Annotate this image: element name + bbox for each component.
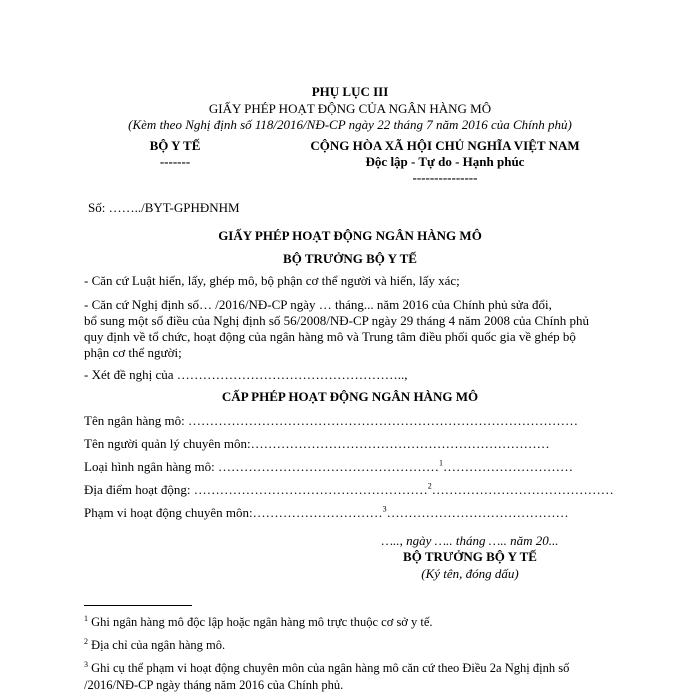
field-scope — [84, 505, 569, 521]
footnote-2 — [84, 638, 225, 653]
footnote-ref: 3 — [382, 504, 387, 514]
footnote-text: Ghi cụ thể phạm vi hoạt động chuyên môn của ngân hàng mô căn cứ theo Điều 2a Nghị định số — [88, 661, 570, 675]
footnote-divider — [84, 605, 192, 606]
legal-basis-line: quy định về tổ chức, hoạt động của ngân hàng mô và Trung tâm điều phối quốc gia về ghép bộ — [84, 329, 576, 344]
footnote-1 — [84, 615, 433, 630]
footnote-number: 3 — [84, 659, 88, 669]
footnote-number: 2 — [84, 636, 88, 646]
agency-underline: ------- — [159, 154, 191, 169]
signature-note: (Ký tên, đóng dấu) — [421, 566, 519, 581]
decision-title: CẤP PHÉP HOẠT ĐỘNG NGÂN HÀNG MÔ — [221, 389, 479, 404]
legal-basis-line: phận cơ thể người; — [84, 345, 182, 360]
footnote-number: 1 — [84, 613, 88, 623]
appendix-subtitle: (Kèm theo Nghị định số 118/2016/NĐ-CP ngày 22 tháng 7 năm 2016 của Chính phủ) — [128, 117, 572, 132]
signature-date: ….., ngày ….. tháng ….. năm 20... — [381, 533, 559, 548]
field-bank-type-fill: ………………………… — [442, 459, 573, 474]
authority-title: BỘ TRƯỞNG BỘ Y TẾ — [283, 251, 417, 266]
legal-basis-line: - Căn cứ Nghị định số… /2016/NĐ-CP ngày … tháng... năm 2016 của Chính phủ sửa đổi, — [84, 297, 552, 312]
proposal-line: - Xét đề nghị của …………………………………………….., — [84, 367, 408, 382]
slogan-underline: --------------- — [412, 170, 478, 185]
appendix-title: GIẤY PHÉP HOẠT ĐỘNG CỦA NGÂN HÀNG MÔ — [208, 101, 492, 116]
document-title: GIẤY PHÉP HOẠT ĐỘNG NGÂN HÀNG MÔ — [218, 228, 482, 243]
footnote-ref: 1 — [438, 458, 443, 468]
field-manager: Tên người quản lý chuyên môn:…………………………………………………………… — [84, 436, 550, 451]
footnote-text: Địa chỉ của ngân hàng mô. — [88, 638, 226, 652]
footnote-3 — [84, 661, 569, 676]
footnote-ref: 2 — [427, 481, 432, 491]
national-slogan: Độc lập - Tự do - Hạnh phúc — [365, 154, 525, 169]
field-bank-type-label: Loại hình ngân hàng mô: …………………………………………… — [84, 459, 439, 474]
field-scope-label: Phạm vi hoạt động chuyên môn:………………………… — [84, 505, 383, 520]
document-number: Số: ……../BYT-GPHĐNHM — [88, 200, 240, 215]
agency-name: BỘ Y TẾ — [149, 138, 201, 153]
field-scope-fill: …………………………………… — [386, 505, 569, 520]
legal-basis-line: - Căn cứ Luật hiến, lấy, ghép mô, bộ phận cơ thể người và hiến, lấy xác; — [84, 273, 460, 288]
footnote-3-continued: /2016/NĐ-CP ngày tháng năm 2016 của Chính phủ. — [84, 678, 344, 692]
legal-basis-line: bổ sung một số điều của Nghị định số 56/2008/NĐ-CP ngày 29 tháng 4 năm 2008 của Chính phủ — [84, 313, 590, 328]
field-bank-type — [84, 459, 573, 475]
appendix-label: PHỤ LỤC III — [311, 84, 389, 99]
field-location-fill: …………………………………… — [431, 482, 614, 497]
field-location-label: Địa điểm hoạt động: ……………………………………………… — [84, 482, 428, 497]
field-bank-name: Tên ngân hàng mô: ……………………………………………………………………………… — [84, 413, 578, 428]
signature-title: BỘ TRƯỞNG BỘ Y TẾ — [403, 549, 537, 564]
national-title: CỘNG HÒA XÃ HỘI CHỦ NGHĨA VIỆT NAM — [310, 138, 580, 153]
field-location — [84, 482, 614, 498]
footnote-text: Ghi ngân hàng mô độc lập hoặc ngân hàng mô trực thuộc cơ sở y tế. — [88, 615, 433, 629]
